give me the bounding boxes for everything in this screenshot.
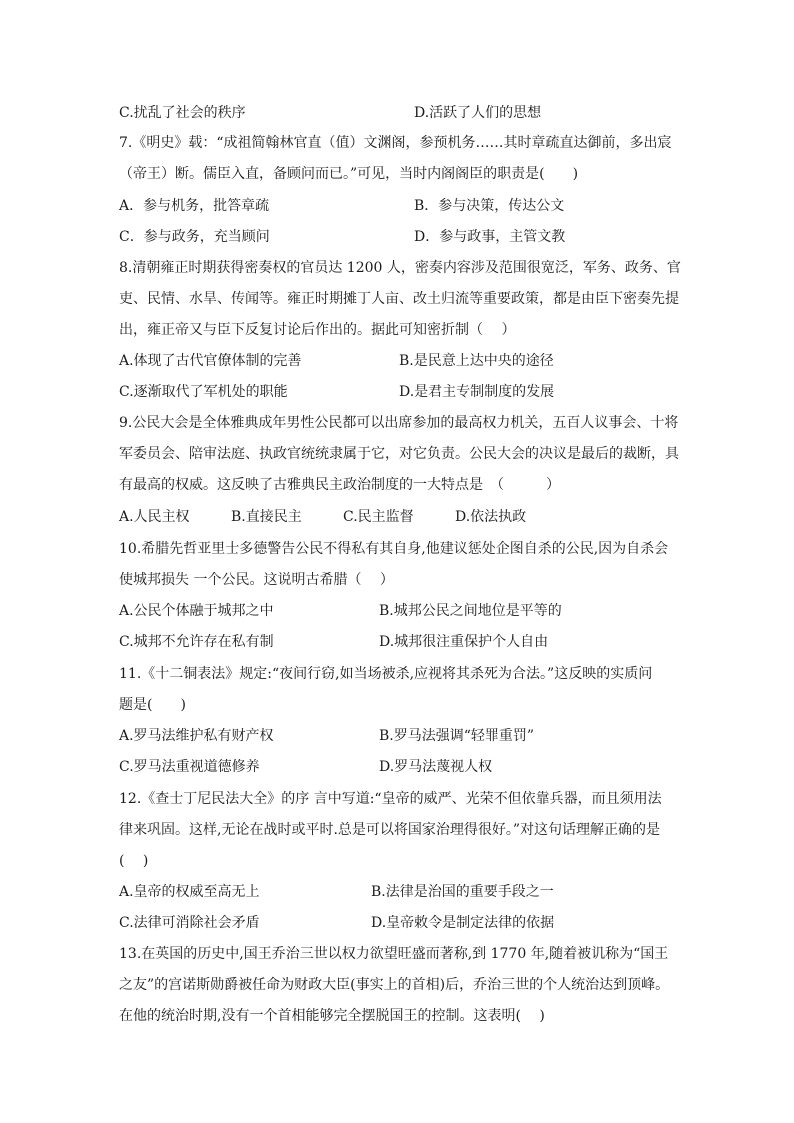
q9-option-b: B.直接民主 <box>231 509 302 525</box>
q9-option-d: D.依法执政 <box>455 509 527 525</box>
q11-stem-line-1: 11.《十二铜表法》规定:“夜间行窃,如当场被杀,应视将其杀死为合法。”这反映的实质问 <box>119 666 653 682</box>
q8-option-c: C.逐渐取代了军机处的职能 <box>119 384 288 400</box>
q9-stem-line-2: 军委员会、陪审法庭、执政官统统隶属于它，对它负责。公民大会的决议是最后的裁断，具 <box>119 446 679 462</box>
q7-option-d: D．参与政事，主管文教 <box>414 229 566 245</box>
q10-option-b: B.城邦公民之间地位是平等的 <box>379 603 562 619</box>
q10-option-a: A.公民个体融于城邦之中 <box>119 603 274 619</box>
q11-option-a: A.罗马法维护私有财产权 <box>119 728 274 744</box>
q12-option-a: A.皇帝的权威至高无上 <box>119 884 260 900</box>
q7-option-a: A．参与机务，批答章疏 <box>119 198 270 214</box>
q7-stem-line-1: 7.《明史》载：“成祖简翰林官直（值）文渊阁，参预机务……其时章疏直达御前，多出宸 <box>119 135 672 151</box>
q8-stem-line-3: 出，雍正帝又与臣下反复讨论后作出的。据此可知密折制（ ） <box>119 322 516 338</box>
q7-option-c: C．参与政务，充当顾问 <box>119 229 270 245</box>
q12-stem-line-2: 律来巩固。这样,无论在战时或平时.总是可以将国家治理得很好。”对这句话理解正确的是 <box>119 822 661 838</box>
q13-stem-line-2: 之友”的宫诺斯勋爵被任命为财政大臣(事实上的首相)后，乔治三世的个人统治达到顶峰。 <box>119 977 670 993</box>
q10-option-c: C.城邦不允许存在私有制 <box>119 634 274 650</box>
q12-option-d: D.皇帝敕令是制定法律的依据 <box>371 915 555 931</box>
q13-stem-line-1: 13.在英国的历史中,国王乔治三世以权力欲望旺盛而著称,到 1770 年,随着被讥称为“国王 <box>119 946 669 962</box>
q12-stem-line-1: 12.《查士丁尼民法大全》的序 言中写道:“皇帝的威严、光荣不但依靠兵器，而且须用法 <box>119 791 662 807</box>
q11-option-b: B.罗马法强调“轻罪重罚” <box>379 728 535 744</box>
q7-option-b: B．参与决策，传达公文 <box>414 198 565 214</box>
q8-option-a: A.体现了古代官僚体制的完善 <box>119 353 302 369</box>
q12-option-c: C.法律可消除社会矛盾 <box>119 915 260 931</box>
q8-stem-line-1: 8.清朝雍正时期获得密奏权的官员达 1200 人，密奏内容涉及范围很宽泛，军务、政务、官 <box>119 260 681 276</box>
q9-stem-line-3: 有最高的权威。这反映了古雅典民主政治制度的一大特点是 （ ） <box>119 477 560 493</box>
q6-option-d: D.活跃了人们的思想 <box>414 105 542 121</box>
q10-stem-line-1: 10.希腊先哲亚里士多德警告公民不得私有其自身,他建议惩处企图自杀的公民,因为自杀会 <box>119 541 669 557</box>
q9-option-c: C.民主监督 <box>343 509 414 525</box>
q7-stem-line-2: （帝王）断。儒臣入直，备顾问而已。”可见，当时内阁阁臣的职责是( ) <box>119 166 579 182</box>
q10-stem-line-2: 使城邦损失 一个公民。这说明古希腊（ ） <box>119 572 394 588</box>
q9-option-a: A.人民主权 <box>119 509 190 525</box>
q8-option-d: D.是君主专制制度的发展 <box>399 384 555 400</box>
q13-stem-line-3: 在他的统治时期,没有一个首相能够完全摆脱国王的控制。这表明( ) <box>119 1008 545 1024</box>
q11-option-c: C.罗马法重视道德修养 <box>119 759 260 775</box>
q12-stem-line-3: ( ) <box>119 853 149 869</box>
q11-option-d: D.罗马法蔑视人权 <box>379 759 493 775</box>
q8-option-b: B.是民意上达中央的途径 <box>399 353 554 369</box>
q11-stem-line-2: 题是( ) <box>119 697 186 713</box>
q10-option-d: D.城邦很注重保护个人自由 <box>379 634 549 650</box>
q6-option-c: C.扰乱了社会的秩序 <box>119 105 246 121</box>
q8-stem-line-2: 吏、民情、水旱、传闻等。雍正时期摊丁人亩、改土归流等重要政策，都是由臣下密奏先提 <box>119 291 679 307</box>
q9-stem-line-1: 9.公民大会是全体雅典成年男性公民都可以出席参加的最高权力机关，五百人议事会、十将 <box>119 415 679 431</box>
q12-option-b: B.法律是治国的重要手段之一 <box>371 884 554 900</box>
